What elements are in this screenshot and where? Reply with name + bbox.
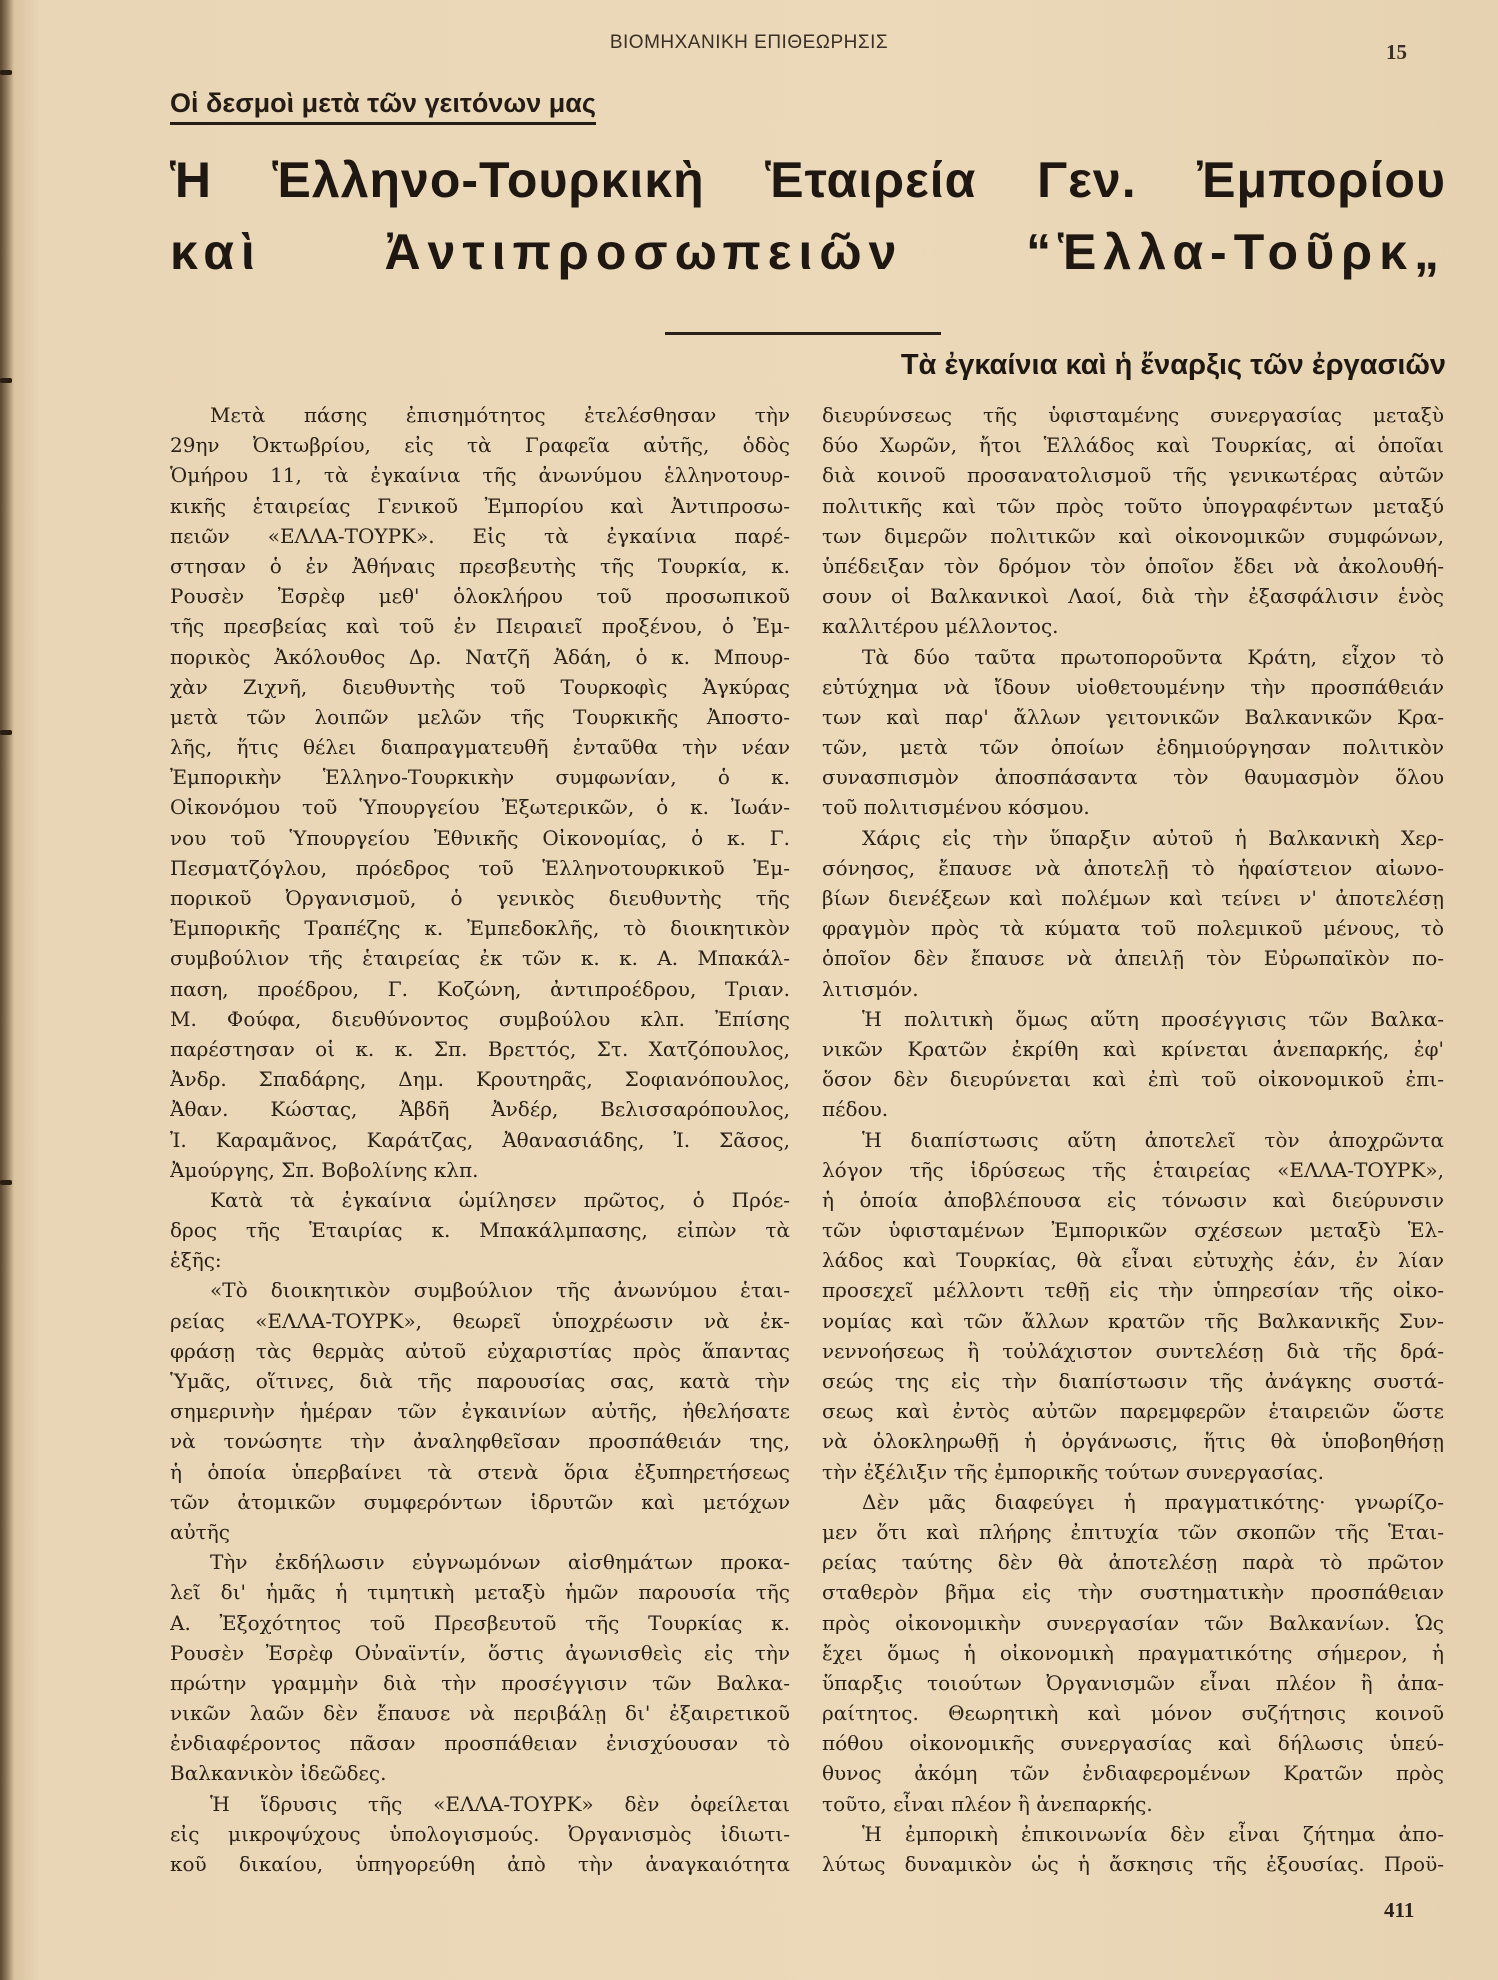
text-line: βίων διενέξεων καὶ πολέμων καὶ τείνει ν' ἀποτελέσῃ — [822, 886, 1444, 910]
text-line: σημερινὴν ἡμέραν τῶν ἐγκαινίων αὐτῆς, ἠθελήσατε — [170, 1399, 790, 1424]
text-line: παση, προέδρου, Γ. Κοζώνη, ἀντιπροέδρου, Τριαν. — [170, 976, 790, 1001]
text-column-left — [170, 400, 790, 1879]
text-line: Ἡ ἐμπορικὴ ἐπικοινωνία δὲν εἶναι ζήτημα ἀπο- — [862, 1821, 1444, 1846]
title-divider — [665, 332, 941, 335]
text-line: νομίας καὶ τῶν ἄλλων κρατῶν τῆς Βαλκανικῆς Συν- — [822, 1308, 1444, 1333]
paragraph — [822, 1819, 1444, 1879]
paragraph — [822, 1004, 1444, 1125]
text-line: πέδου. — [822, 1097, 889, 1122]
text-line: τὴν ἐξέλιξιν τῆς ἐμπορικῆς τούτων συνεργασίας. — [822, 1459, 1324, 1484]
text-line: τῶν ὑφισταμένων Ἐμπορικῶν σχέσεων μεταξὺ Ἑλ- — [822, 1218, 1444, 1243]
text-line: κικῆς ἑταιρείας Γενικοῦ Ἐμπορίου καὶ Ἀντιπροσω- — [170, 493, 790, 518]
text-line: πορικοῦ Ὀργανισμοῦ, ὁ γενικὸς διευθυντὴς τῆς — [170, 886, 790, 910]
text-line: νικῶν λαῶν δὲν ἔπαυσε νὰ περιβάλῃ δι' ἐξαιρετικοῦ — [170, 1701, 790, 1726]
article-subtitle: Τὰ ἐγκαίνια καὶ ἡ ἔναρξις τῶν ἐργασιῶν — [900, 349, 1446, 381]
text-line: Δὲν μᾶς διαφεύγει ἡ πραγματικότης· γνωρίζο- — [862, 1489, 1444, 1514]
binding-mark — [0, 70, 12, 75]
text-line: Τὴν ἐκδήλωσιν εὐγνωμόνων αἰσθημάτων προκα- — [210, 1550, 790, 1575]
text-line: Ὑμᾶς, οἵτινες, διὰ τῆς παρουσίας σας, κατὰ τὴν — [170, 1369, 790, 1393]
text-line: κοῦ δικαίου, ὑπηγορεύθη ἀπὸ τὴν ἀναγκαιότητα — [170, 1852, 790, 1876]
text-line: παρέστησαν οἱ κ. κ. Σπ. Βρεττός, Στ. Χατζόπουλος, — [170, 1036, 790, 1061]
text-line: νου τοῦ Ὑπουργείου Ἐθνικῆς Οἰκονομίας, ὁ κ. Γ. — [170, 825, 790, 850]
text-line: πρὸς οἰκονομικὴν συνεργασίαν τῶν Βαλκανίων. Ὡς — [822, 1610, 1444, 1635]
text-line: Ἰ. Καραμᾶνος, Καράτζας, Ἀθανασιάδης, Ἰ. Σᾶσος, — [170, 1127, 790, 1152]
text-line: τῶν, μετὰ τῶν ὁποίων ἐδημιούργησαν πολιτικὸν — [822, 735, 1444, 760]
paragraph — [170, 1275, 790, 1547]
text-line: δύο Χωρῶν, ἤτοι Ἑλλάδος καὶ Τουρκίας, αἱ ὁποῖαι — [822, 433, 1444, 458]
text-line: δρος τῆς Ἑταιρίας κ. Μπακάλμπασης, εἰπὼν τὰ — [170, 1218, 790, 1243]
text-line: λῆς, ἥτις θέλει διαπραγματευθῆ ἐνταῦθα τὴν νέαν — [170, 735, 790, 760]
text-line: διευρύνσεως τῆς ὑφισταμένης συνεργασίας μεταξὺ — [822, 403, 1444, 427]
page-number-bottom: 411 — [1384, 1898, 1415, 1922]
text-line: ραίτητος. Θεωρητικὴ καὶ μόνον συζήτησις κοινοῦ — [822, 1701, 1444, 1726]
text-line: μετὰ τῶν λοιπῶν μελῶν τῆς Τουρκικῆς Ἀποστο- — [170, 704, 790, 729]
text-line: Πεσματζόγλου, πρόεδρος τοῦ Ἑλληνοτουρκικοῦ Ἐμ- — [170, 855, 790, 880]
text-line: Ὁμήρου 11, τὰ ἐγκαίνια τῆς ἀνωνύμου ἑλληνοτουρ- — [170, 463, 790, 488]
text-line: Ἐμπορικῆς Τραπέζης κ. Ἐμπεδοκλῆς, τὸ διοικητικὸν — [170, 916, 790, 941]
text-line: τοῦτο, εἶναι πλέον ἢ ἀνεπαρκής. — [822, 1791, 1153, 1816]
text-line: εἰς μικροψύχους ὑπολογισμούς. Ὀργανισμὸς ἰδιωτι- — [170, 1821, 790, 1846]
paragraph — [822, 1487, 1444, 1819]
text-line: ἡ ὁποία ὑπερβαίνει τὰ στενὰ ὅρια ἐξυπηρετήσεως — [170, 1459, 790, 1484]
text-line: των καὶ παρ' ἄλλων γειτονικῶν Βαλκανικῶν Κρα- — [822, 704, 1444, 729]
text-line: αὐτῆς — [170, 1519, 230, 1544]
text-line: Μ. Φούφα, διευθύνοντος συμβούλου κλπ. Ἐπίσης — [170, 1006, 790, 1031]
text-line: τῆς πρεσβείας καὶ τοῦ ἐν Πειραιεῖ προξένου, ὁ Ἐμ- — [170, 614, 790, 639]
article-title-line-1: Ἡ Ἑλληνο-Τουρκικὴ Ἑταιρεία Γεν. Ἐμπορίου — [170, 152, 1446, 208]
running-head: ΒΙΟΜΗΧΑΝΙΚΗ ΕΠΙΘΕΩΡΗΣΙΣ — [609, 32, 889, 53]
text-line: νὰ ὁλοκληρωθῇ ἡ ὀργάνωσις, ἥτις θὰ ὑποβοηθήσῃ — [822, 1429, 1444, 1454]
text-line: ρείας «ΕΛΛΑ-ΤΟΥΡΚ», θεωρεῖ ὑποχρέωσιν νὰ ἐκ- — [170, 1308, 790, 1333]
binding-mark — [0, 730, 12, 735]
paragraph — [170, 1547, 790, 1789]
text-line: χὰν Ζιχνῆ, διευθυντὴς τοῦ Τουρκοφὶς Ἀγκύρας — [170, 674, 790, 699]
text-line: Ρουσὲν Ἐσρὲφ Οὐναϊντίν, ὅστις ἀγωνισθεὶς εἰς τὴν — [170, 1640, 790, 1665]
text-line: Μετὰ πάσης ἐπισημότητος ἐτελέσθησαν τὴν — [210, 403, 790, 427]
text-line: ἡ ὁποία ἀποβλέπουσα εἰς τόνωσιν καὶ διεύρυνσιν — [822, 1187, 1444, 1212]
text-line: Ρουσὲν Ἐσρὲφ μεθ' ὁλοκλήρου τοῦ προσωπικοῦ — [170, 584, 790, 609]
text-line: ἐνδιαφέροντος πᾶσαν προσπάθειαν ἐνισχύουσαν τὸ — [170, 1731, 790, 1756]
text-line: ὅσον δὲν διευρύνεται καὶ ἐπὶ τοῦ οἰκονομικοῦ ἐπι- — [822, 1067, 1444, 1092]
section-kicker: Οἱ δεσμοὶ μετὰ τῶν γειτόνων μας — [170, 88, 596, 125]
text-line: Α. Ἐξοχότητος τοῦ Πρεσβευτοῦ τῆς Τουρκίας κ. — [170, 1610, 790, 1635]
text-line: λιτισμόν. — [822, 976, 919, 1001]
text-line: Ἀμούργης, Σπ. Βοβολίνης κλπ. — [170, 1157, 479, 1182]
text-line: 29ην Ὀκτωβρίου, εἰς τὰ Γραφεῖα αὐτῆς, ὁδὸς — [170, 433, 790, 458]
text-line: Οἰκονόμου τοῦ Ὑπουργείου Ἐξωτερικῶν, ὁ κ. Ἰωάν- — [170, 795, 790, 820]
text-line: πορικὸς Ἀκόλουθος Δρ. Νατζῆ Ἀδάη, ὁ κ. Μπουρ- — [170, 644, 790, 669]
text-line: σεως καὶ ἐντὸς αὐτῶν παρεμφερῶν ἑταιρειῶν ὥστε — [822, 1399, 1444, 1424]
text-line: ρείας ταύτης δὲν θὰ ἀποτελέσῃ παρὰ τὸ πρῶτον — [822, 1550, 1444, 1575]
text-line: φραγμὸν πρὸς τὰ κύματα τοῦ πολεμικοῦ μένους, τὸ — [822, 916, 1444, 941]
text-line: Ἀθαν. Κώστας, Ἀβδῆ Ἀνδέρ, Βελισσαρόπουλος, — [170, 1097, 790, 1122]
text-line: Ἀνδρ. Σπαδάρης, Δημ. Κρουτηρᾶς, Σοφιανόπουλος, — [170, 1067, 790, 1092]
text-line: θυνος ἀκόμη τῶν ἐνδιαφερομένων Κρατῶν πρὸς — [822, 1761, 1444, 1786]
paragraph — [822, 400, 1444, 642]
text-line: λόγον τῆς ἱδρύσεως τῆς ἑταιρείας «ΕΛΛΑ-ΤΟΥΡΚ», — [822, 1157, 1444, 1182]
text-line: Βαλκανικὸν ἰδεῶδες. — [170, 1761, 387, 1786]
page-number-top: 15 — [1386, 40, 1407, 64]
text-line: λάδος καὶ Τουρκίας, θὰ εἶναι εὐτυχὴς ἐάν, ἐν λίαν — [822, 1248, 1444, 1273]
text-line: Τὰ δύο ταῦτα πρωτοποροῦντα Κράτη, εἶχον τὸ — [862, 644, 1444, 669]
text-line: εὐτύχημα νὰ ἴδουν υἱοθετουμένην τὴν προσπάθειάν — [822, 674, 1444, 699]
text-line: των διμερῶν πολιτικῶν καὶ οἰκονομικῶν συμφώνων, — [822, 523, 1444, 548]
paragraph — [170, 400, 790, 1185]
text-line: καλλιτέρου μέλλοντος. — [822, 614, 1059, 639]
text-line: τοῦ πολιτισμένου κόσμου. — [822, 795, 1090, 820]
text-line: σόνησος, ἔπαυσε νὰ ἀποτελῇ τὸ ἡφαίστειον αἰωνο- — [822, 855, 1444, 880]
text-column-right — [822, 400, 1444, 1879]
paragraph — [170, 1789, 790, 1880]
text-line: μεν ὅτι καὶ πλήρης ἐπιτυχία τῶν σκοπῶν τῆς Ἑται- — [822, 1519, 1444, 1544]
text-line: Ἐμπορικὴν Ἑλληνο-Τουρκικὴν συμφωνίαν, ὁ κ. — [170, 765, 790, 790]
paragraph — [822, 642, 1444, 823]
text-line: Ἡ πολιτικὴ ὅμως αὕτη προσέγγισις τῶν Βαλκα- — [862, 1006, 1444, 1031]
paragraph — [170, 1185, 790, 1276]
text-line: προσεχεῖ μέλλοντι τεθῇ εἰς τὴν ὑπηρεσίαν τῆς οἰκο- — [822, 1278, 1444, 1303]
binding-mark — [0, 378, 12, 383]
text-line: Ἡ ἵδρυσις τῆς «ΕΛΛΑ-ΤΟΥΡΚ» δὲν ὀφείλεται — [210, 1791, 790, 1816]
text-line: φράσῃ τὰς θερμὰς αὐτοῦ εὐχαριστίας πρὸς ἅπαντας — [170, 1338, 790, 1363]
text-line: πρώτην γραμμὴν διὰ τὴν προσέγγισιν τῶν Βαλκα- — [170, 1670, 790, 1695]
text-line: πόθου οἰκονομικῆς συνεργασίας καὶ δήλωσις ὑπεύ- — [822, 1731, 1444, 1756]
article-title-line-2: καὶ Ἀντιπροσωπειῶν “Ἑλλα-Τοῦρκ„ — [170, 224, 1446, 280]
text-line: στησαν ὁ ἐν Ἀθήναις πρεσβευτὴς τῆς Τουρκία, κ. — [170, 553, 790, 578]
text-line: ἔχει ὅμως ἡ οἰκονομικὴ πραγματικότης σήμερον, ἡ — [822, 1640, 1444, 1665]
text-line: πολιτικῆς καὶ τῶν πρὸς τοῦτο ὑπογραφέντων μεταξύ — [822, 493, 1444, 518]
text-line: διὰ κοινοῦ προσανατολισμοῦ τῆς γενικωτέρας αὐτῶν — [822, 463, 1444, 488]
text-line: ἑξῆς: — [170, 1248, 222, 1273]
text-line: νεννοήσεως ἢ τοὐλάχιστον συντελέσῃ διὰ τῆς δρά- — [822, 1338, 1444, 1363]
text-line: συνασπισμὸν ἀποσπάσαντα τὸν θαυμασμὸν ὅλου — [822, 765, 1444, 790]
paragraph — [822, 1125, 1444, 1487]
text-line: σουν οἱ Βαλκανικοὶ Λαοί, διὰ τὴν ἐξασφάλισιν ἑνὸς — [822, 584, 1444, 609]
text-line: λύτως δυναμικὸν ὡς ἡ ἄσκησις τῆς ἐξουσίας. Προϋ- — [822, 1852, 1444, 1876]
text-line: σεώς της εἰς τὴν διαπίστωσιν τῆς ἀνάγκης συστά- — [822, 1369, 1444, 1393]
text-line: σταθερὸν βῆμα εἰς τὴν συστηματικὴν προσπάθειαν — [822, 1580, 1444, 1605]
text-line: πειῶν «ΕΛΛΑ-ΤΟΥΡΚ». Εἰς τὰ ἐγκαίνια παρέ- — [170, 523, 790, 548]
text-line: ὁποῖον δὲν ἔπαυσε νὰ ἀπειλῇ τὸν Εὐρωπαϊκὸν πο- — [822, 946, 1444, 971]
text-line: λεῖ δι' ἡμᾶς ἡ τιμητικὴ μεταξὺ ἡμῶν παρουσία τῆς — [170, 1580, 790, 1605]
paragraph — [822, 823, 1444, 1004]
text-line: συμβούλιον τῆς ἑταιρείας ἐκ τῶν κ. κ. Α. Μπακάλ- — [170, 946, 790, 971]
text-line: τῶν ἀτομικῶν συμφερόντων ἱδρυτῶν καὶ μετόχων — [170, 1489, 790, 1514]
binding-mark — [0, 1180, 12, 1185]
text-line: Ἡ διαπίστωσις αὕτη ἀποτελεῖ τὸν ἀποχρῶντα — [862, 1127, 1444, 1152]
text-line: «Τὸ διοικητικὸν συμβούλιον τῆς ἀνωνύμου ἑται- — [210, 1278, 790, 1303]
text-line: νὰ τονώσητε τὴν ἀναληφθεῖσαν προσπάθειάν της, — [170, 1429, 790, 1454]
text-line: ὕπαρξις τοιούτων Ὀργανισμῶν εἶναι πλέον ἢ ἀπα- — [822, 1670, 1444, 1695]
text-line: νικῶν Κρατῶν ἐκρίθη καὶ κρίνεται ἀνεπαρκής, ἐφ' — [822, 1036, 1444, 1061]
text-line: ὑπέδειξαν τὸν δρόμον τὸν ὁποῖον ἔδει νὰ ἀκολουθή- — [822, 553, 1444, 578]
text-line: Κατὰ τὰ ἐγκαίνια ὡμίλησεν πρῶτος, ὁ Πρόε- — [210, 1187, 790, 1212]
text-line: Χάρις εἰς τὴν ὕπαρξιν αὐτοῦ ἡ Βαλκανικὴ Χερ- — [862, 825, 1444, 850]
